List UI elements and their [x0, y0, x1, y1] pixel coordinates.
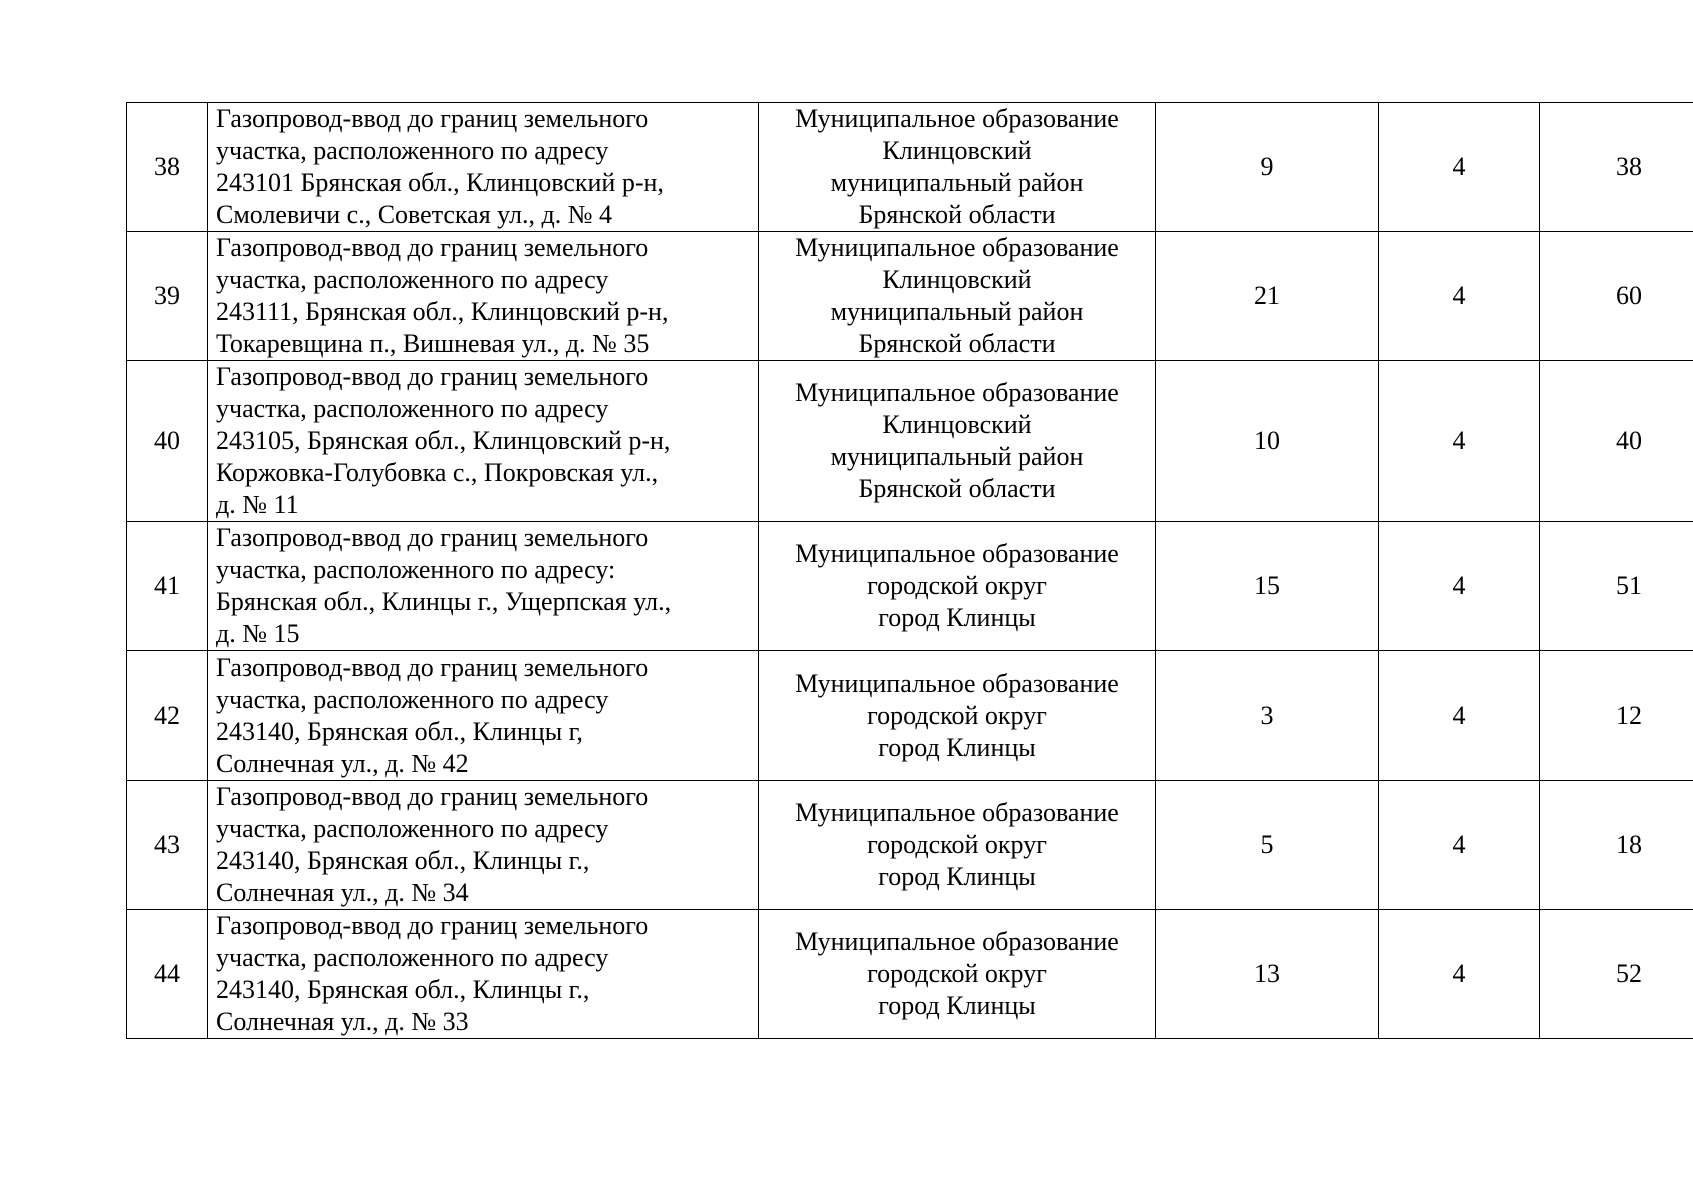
owner-cell: [759, 910, 1156, 1039]
owner-line: Брянской области: [858, 474, 1056, 503]
owner-line: Брянской области: [858, 329, 1056, 358]
value-1-cell: 15: [1156, 522, 1379, 651]
object-name-line: Газопровод-ввод до границ земельного: [216, 362, 649, 391]
value-3-cell: 40: [1540, 361, 1693, 522]
value-1-cell: 5: [1156, 781, 1379, 910]
row-number-cell: 42: [127, 651, 208, 781]
object-name-line: 243101 Брянская обл., Клинцовский р-н,: [216, 168, 664, 197]
object-name-line: участка, расположенного по адресу: [216, 136, 609, 165]
object-name-line: участка, расположенного по адресу: [216, 814, 609, 843]
object-name-line: Газопровод-ввод до границ земельного: [216, 782, 649, 811]
value-1-cell: 10: [1156, 361, 1379, 522]
owner-line: городской округ: [867, 959, 1047, 988]
object-name-line: 243140, Брянская обл., Клинцы г,: [216, 716, 583, 746]
object-name-line: Солнечная ул., д. № 33: [216, 1007, 469, 1036]
table-row: [127, 232, 1693, 361]
owner-line: Брянской области: [858, 200, 1056, 229]
table-body: [127, 103, 1693, 1039]
value-1-cell: 9: [1156, 103, 1379, 232]
object-name-line: Солнечная ул., д. № 42: [216, 748, 469, 778]
value-3-cell: 51: [1540, 522, 1693, 651]
object-name-line: участка, расположенного по адресу: [216, 684, 609, 714]
object-name-cell: [208, 232, 759, 361]
object-name-line: Газопровод-ввод до границ земельного: [216, 523, 649, 552]
owner-line: Муниципальное образование: [795, 798, 1119, 827]
object-name-line: д. № 15: [216, 619, 300, 648]
object-name-line: участка, расположенного по адресу: [216, 943, 609, 972]
object-name-cell: [208, 361, 759, 522]
value-3-cell: 52: [1540, 910, 1693, 1039]
owner-line: город Клинцы: [878, 603, 1036, 632]
value-1-cell: 13: [1156, 910, 1379, 1039]
owner-line: Муниципальное образование: [795, 539, 1119, 568]
table-row: [127, 910, 1693, 1039]
value-2-cell: 4: [1379, 103, 1540, 232]
object-name-line: 243105, Брянская обл., Клинцовский р-н,: [216, 426, 671, 455]
value-2-cell: 4: [1379, 910, 1540, 1039]
value-1-cell: 3: [1156, 651, 1379, 781]
owner-line: город Клинцы: [878, 862, 1036, 891]
owner-line: муниципальный район: [830, 442, 1084, 471]
object-name-cell: [208, 651, 759, 781]
value-3-cell: 38: [1540, 103, 1693, 232]
object-name-cell: [208, 781, 759, 910]
object-name-cell: [208, 910, 759, 1039]
object-name-line: Токаревщина п., Вишневая ул., д. № 35: [216, 329, 650, 358]
owner-line: Клинцовский: [882, 410, 1032, 439]
owner-line: город Клинцы: [878, 732, 1036, 762]
owner-line: Муниципальное образование: [795, 233, 1119, 262]
object-name-line: Смолевичи с., Советская ул., д. № 4: [216, 200, 613, 229]
object-name-line: Газопровод-ввод до границ земельного: [216, 233, 649, 262]
value-2-cell: 4: [1379, 651, 1540, 781]
table-row: [127, 522, 1693, 651]
row-number-cell: 39: [127, 232, 208, 361]
table-row: [127, 651, 1693, 781]
object-name-line: Газопровод-ввод до границ земельного: [216, 652, 649, 682]
owner-line: городской округ: [867, 700, 1047, 730]
value-2-cell: 4: [1379, 361, 1540, 522]
owner-line: городской округ: [867, 571, 1047, 600]
owner-cell: [759, 651, 1156, 781]
value-1-cell: 21: [1156, 232, 1379, 361]
owner-line: муниципальный район: [830, 168, 1084, 197]
value-3-cell: 60: [1540, 232, 1693, 361]
owner-cell: [759, 232, 1156, 361]
object-name-line: 243140, Брянская обл., Клинцы г.,: [216, 846, 590, 875]
row-number-cell: 41: [127, 522, 208, 651]
table-row: [127, 781, 1693, 910]
owner-cell: [759, 103, 1156, 232]
row-number-cell: 38: [127, 103, 208, 232]
owner-cell: [759, 781, 1156, 910]
owner-line: Муниципальное образование: [795, 378, 1119, 407]
object-name-cell: [208, 103, 759, 232]
object-name-line: Газопровод-ввод до границ земельного: [216, 104, 649, 133]
owner-cell: [759, 361, 1156, 522]
object-name-line: 243140, Брянская обл., Клинцы г.,: [216, 975, 590, 1004]
object-name-line: Солнечная ул., д. № 34: [216, 878, 469, 907]
value-2-cell: 4: [1379, 781, 1540, 910]
table-row: [127, 361, 1693, 522]
row-number-cell: 44: [127, 910, 208, 1039]
row-number-cell: 43: [127, 781, 208, 910]
object-name-line: Коржовка-Голубовка с., Покровская ул.,: [216, 458, 659, 487]
table-row: [127, 103, 1693, 232]
owner-line: Клинцовский: [882, 136, 1032, 165]
owner-line: Муниципальное образование: [795, 927, 1119, 956]
value-3-cell: 18: [1540, 781, 1693, 910]
owner-line: Муниципальное образование: [795, 668, 1119, 698]
value-2-cell: 4: [1379, 232, 1540, 361]
objects-table: [126, 102, 1693, 1039]
object-name-cell: [208, 522, 759, 651]
owner-cell: [759, 522, 1156, 651]
value-3-cell: 12: [1540, 651, 1693, 781]
object-name-line: участка, расположенного по адресу: [216, 265, 609, 294]
owner-line: городской округ: [867, 830, 1047, 859]
object-name-line: 243111, Брянская обл., Клинцовский р-н,: [216, 297, 669, 326]
owner-line: муниципальный район: [830, 297, 1084, 326]
object-name-line: Брянская обл., Клинцы г., Ущерпская ул.,: [216, 587, 672, 616]
object-name-line: д. № 11: [216, 490, 299, 519]
row-number-cell: 40: [127, 361, 208, 522]
object-name-line: участка, расположенного по адресу: [216, 394, 609, 423]
owner-line: Муниципальное образование: [795, 104, 1119, 133]
object-name-line: Газопровод-ввод до границ земельного: [216, 911, 649, 940]
owner-line: город Клинцы: [878, 991, 1036, 1020]
value-2-cell: 4: [1379, 522, 1540, 651]
object-name-line: участка, расположенного по адресу:: [216, 555, 616, 584]
owner-line: Клинцовский: [882, 265, 1032, 294]
